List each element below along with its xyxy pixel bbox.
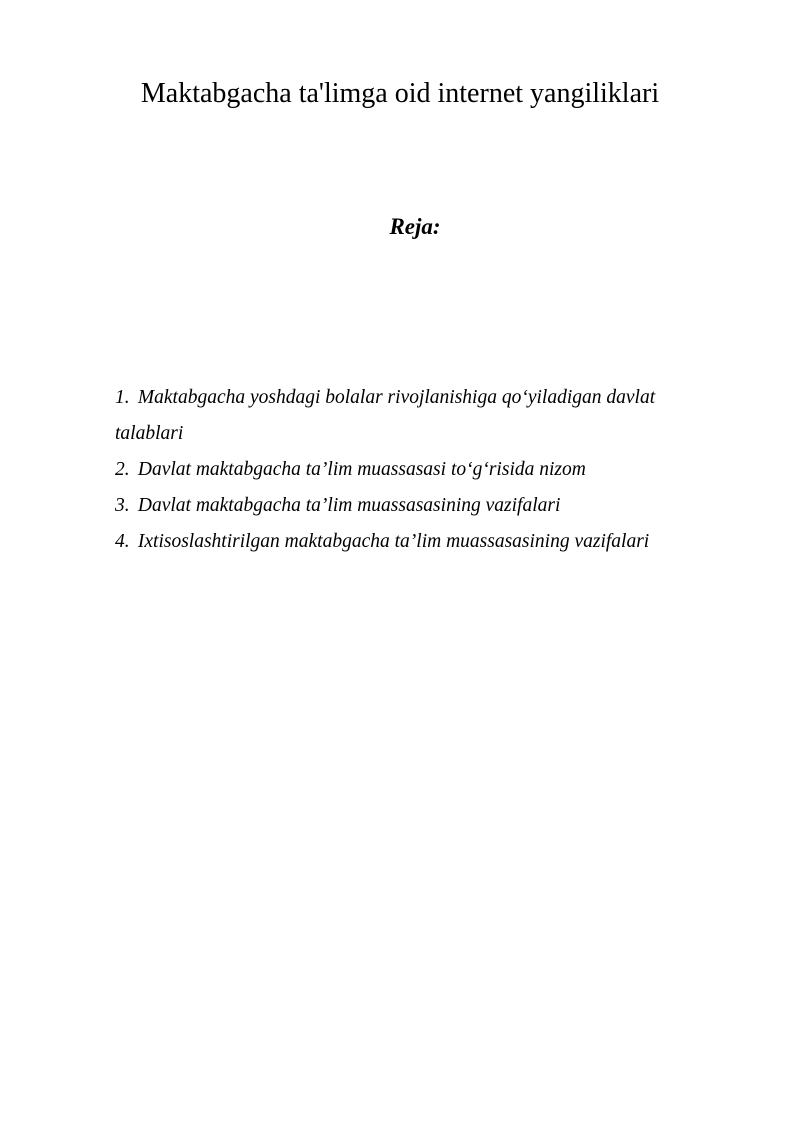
list-item [115,452,715,488]
plan-heading: Reja: [389,214,441,239]
list-item-text: Ixtisoslashtirilgan maktabgacha ta’lim muassasasining vazifalari [137,531,650,552]
list-item-number: 4. [115,531,130,552]
list-item-text: Davlat maktabgacha ta’lim muassasasi to‘g‘risida nizom [137,459,586,480]
list-item [115,524,715,560]
list-item-number: 1. [115,387,130,408]
plan-list [115,380,715,560]
list-item-text: Davlat maktabgacha ta’lim muassasasining vazifalari [137,495,561,516]
list-item [115,488,715,524]
document-title: Maktabgacha ta'limga oid internet yangiliklari [140,78,660,109]
list-item-number: 3. [115,495,130,516]
list-item-number: 2. [115,459,130,480]
list-item-text: Maktabgacha yoshdagi bolalar rivojlanishiga qo‘yiladigan davlat talablari [115,387,656,444]
list-item [115,380,715,452]
